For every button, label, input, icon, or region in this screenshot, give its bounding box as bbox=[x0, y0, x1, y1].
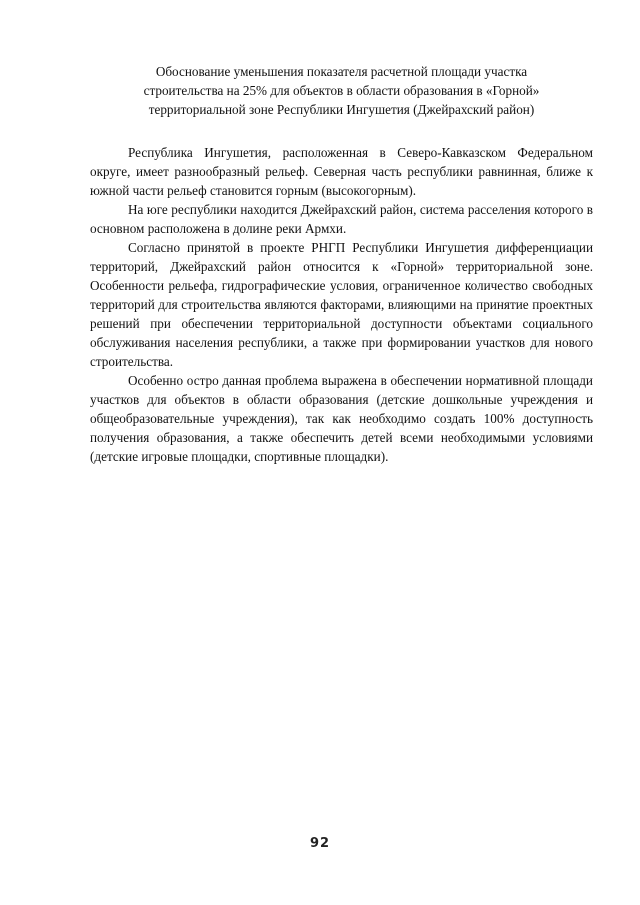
body-paragraph: На юге республики находится Джейрахский район, система расселения которого в основном расположена в долине реки Армхи. bbox=[90, 202, 593, 236]
title-line: Обоснование уменьшения показателя расчетной площади участка bbox=[155, 64, 528, 79]
body-paragraph: Республика Ингушетия, расположенная в Северо-Кавказском Федеральном округе, имеет разнообразный рельеф. Северная часть республики равнинная, ближе к южной части рельеф становится горным (высокогорным). bbox=[90, 145, 593, 198]
body-paragraph: Особенно остро данная проблема выражена в обеспечении нормативной площади участков для объектов в области образования (детские дошкольные учреждения и общеобразовательные учреждения), так как необходимо создать 100% доступность получения образования, а также обеспечить детей всеми необходимыми условиями (детские игровые площадки, спортивные площадки). bbox=[90, 373, 593, 464]
document-page bbox=[90, 62, 593, 466]
title-line: строительства на 25% для объектов в области образования в «Горной» bbox=[143, 83, 540, 98]
title-line: территориальной зоне Республики Ингушетия (Джейрахский район) bbox=[148, 102, 535, 117]
page-number: 92 bbox=[309, 836, 331, 851]
body-paragraph: Согласно принятой в проекте РНГП Республики Ингушетия дифференциации территорий, Джейрахский район относится к «Горной» территориальной зоне. Особенности рельефа, гидрографические условия, ограниченное количество свободных территорий для строительства являются факторами, влияющими на принятие проектных решений при обеспечении территориальной доступности объектами социального обслуживания населения республики, а также при формировании участков для нового строительства. bbox=[90, 240, 593, 369]
document-title bbox=[90, 62, 593, 119]
